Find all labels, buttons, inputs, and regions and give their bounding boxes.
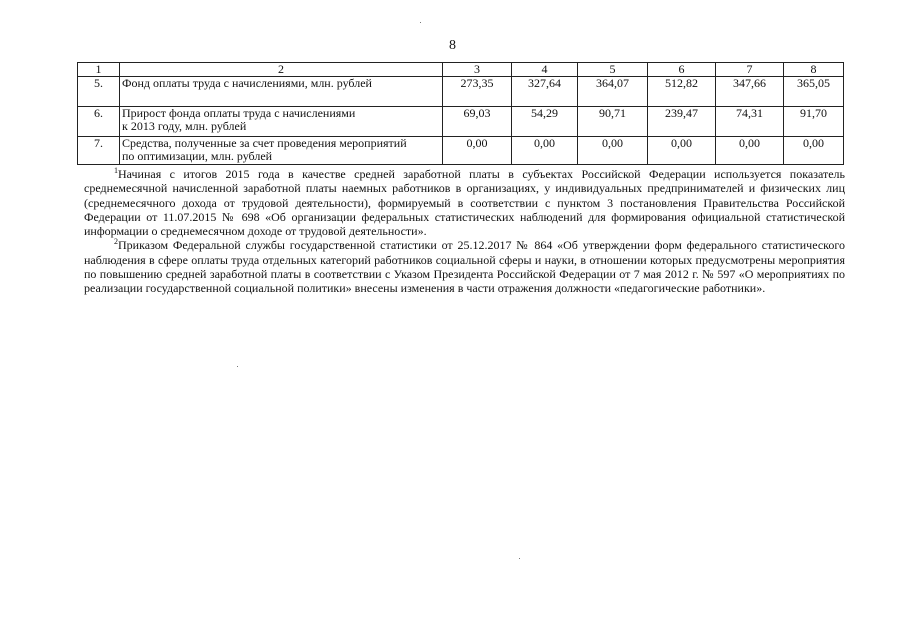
table-row <box>78 77 844 107</box>
value-cell: 347,66 <box>716 77 784 107</box>
table-row <box>78 137 844 165</box>
footnotes <box>84 167 845 296</box>
table-body <box>78 63 844 165</box>
value-cell: 74,31 <box>716 107 784 137</box>
header-cell: 3 <box>443 63 512 77</box>
footnote-marker: 2 <box>114 237 118 247</box>
value-cell: 365,05 <box>784 77 844 107</box>
value-cell: 0,00 <box>716 137 784 165</box>
row-index-cell: 6. <box>78 107 120 137</box>
scan-speck <box>237 366 238 367</box>
description-line: к 2013 году, млн. рублей <box>122 119 247 133</box>
value-cell: 69,03 <box>443 107 512 137</box>
value-cell: 0,00 <box>578 137 648 165</box>
value-cell: 364,07 <box>578 77 648 107</box>
footnote-text: Приказом Федеральной службы государственной статистики от 25.12.2017 № 864 «Об утверждении форм федерального статистического наблюдения в сфере оплаты труда отдельных категорий работников социальной сферы и науки, в отношении которых предусмотрены мероприятия по повышению средней заработной платы в соответствии с Указом Президента Российской Федерации от 7 мая 2012 г. № 597 «О мероприятиях по реализации государственной социальной политики» внесены изменения в части отражения должности «педагогические работники». <box>84 238 845 296</box>
value-cell: 327,64 <box>512 77 578 107</box>
page-number: 8 <box>449 38 456 53</box>
header-cell: 1 <box>78 63 120 77</box>
data-table <box>77 62 844 165</box>
scan-speck <box>420 22 421 23</box>
footnote-2 <box>84 238 845 295</box>
value-cell: 90,71 <box>578 107 648 137</box>
header-cell: 2 <box>120 63 443 77</box>
description-line: по оптимизации, млн. рублей <box>122 149 273 163</box>
row-index-cell: 5. <box>78 77 120 107</box>
header-cell: 5 <box>578 63 648 77</box>
footnote-marker: 1 <box>114 166 118 175</box>
scan-speck <box>519 558 520 559</box>
description-line: Средства, полученные за счет проведения мероприятий <box>122 136 407 150</box>
description-line: Фонд оплаты труда с начислениями, млн. рублей <box>122 76 372 90</box>
footnote-1 <box>84 167 845 238</box>
value-cell: 273,35 <box>443 77 512 107</box>
value-cell: 0,00 <box>784 137 844 165</box>
header-cell: 7 <box>716 63 784 77</box>
header-cell: 4 <box>512 63 578 77</box>
header-cell: 8 <box>784 63 844 77</box>
row-description-cell <box>120 77 443 107</box>
value-cell: 512,82 <box>648 77 716 107</box>
row-description-cell <box>120 137 443 165</box>
value-cell: 91,70 <box>784 107 844 137</box>
value-cell: 0,00 <box>443 137 512 165</box>
table-row <box>78 107 844 137</box>
row-description-cell <box>120 107 443 137</box>
header-cell: 6 <box>648 63 716 77</box>
footnote-text: Начиная с итогов 2015 года в качестве средней заработной платы в субъектах Российской Федерации используется показатель среднемесячной начисленной заработной платы наемных работников в организациях, у индивидуальных предпринимателей и физических лиц (среднемесячного дохода от трудовой деятельности), формируемый в соответствии с пунктом 3 постановления Правительства Российской Федерации от 11.07.2015 № 698 «Об организации федеральных статистических наблюдений для формирования официальной статистической информации о среднемесячном доходе от трудовой деятельности». <box>84 167 845 239</box>
table-header-row <box>78 63 844 77</box>
row-index-cell: 7. <box>78 137 120 165</box>
description-line: Прирост фонда оплаты труда с начислениями <box>122 106 356 120</box>
value-cell: 239,47 <box>648 107 716 137</box>
value-cell: 0,00 <box>512 137 578 165</box>
value-cell: 0,00 <box>648 137 716 165</box>
value-cell: 54,29 <box>512 107 578 137</box>
